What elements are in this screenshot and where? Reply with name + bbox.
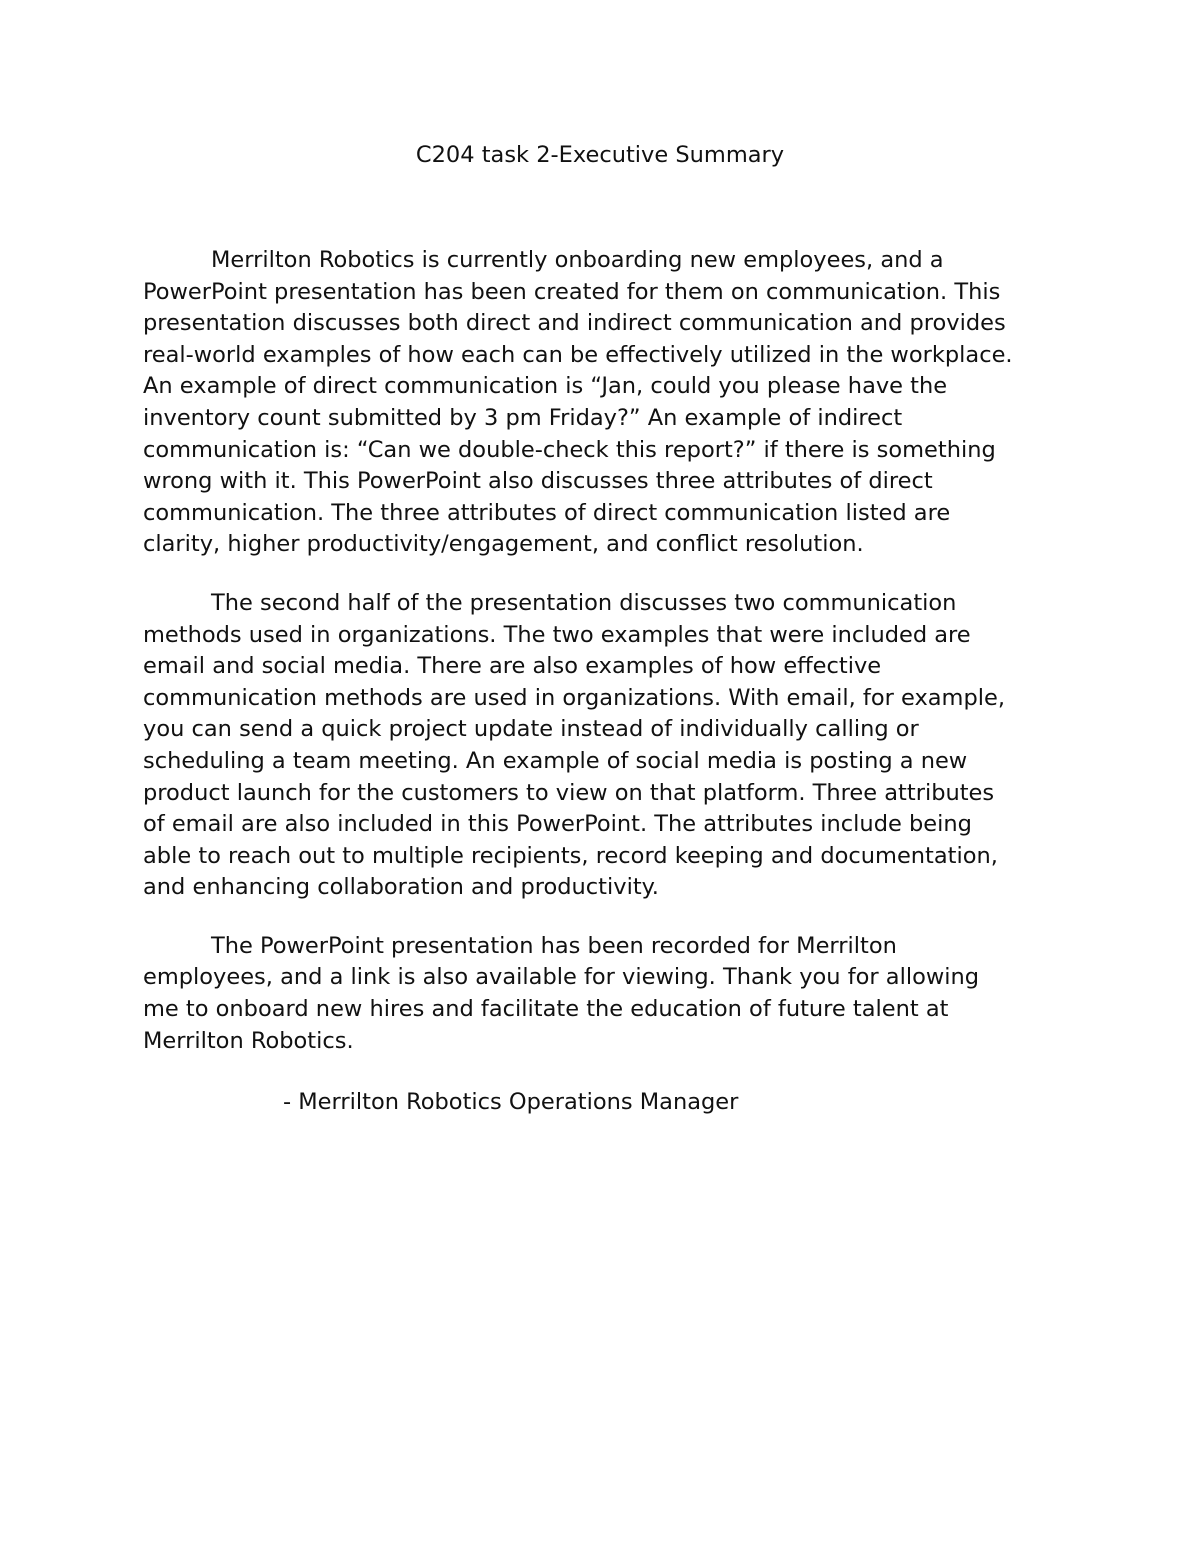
text-line: real-world examples of how each can be effectively utilized in the workplace. [143, 341, 1013, 368]
document-body [143, 245, 1063, 1084]
paragraph-3 [143, 931, 1063, 1057]
text-line: scheduling a team meeting. An example of social media is posting a new [143, 747, 968, 774]
document-title: C204 task 2-Executive Summary [415, 142, 785, 168]
text-line: employees, and a link is also available for viewing. Thank you for allowing [143, 964, 980, 991]
text-line: clarity, higher productivity/engagement, and conflict resolution. [143, 531, 864, 558]
text-line: An example of direct communication is “Jan, could you please have the [143, 373, 948, 400]
text-line: Merrilton Robotics. [143, 1027, 354, 1054]
text-line: communication methods are used in organizations. With email, for example, [143, 684, 1005, 711]
text-line: communication. The three attributes of direct communication listed are [143, 499, 951, 526]
text-line: inventory count submitted by 3 pm Friday?” An example of indirect [143, 404, 903, 431]
text-line: presentation discusses both direct and indirect communication and provides [143, 310, 1006, 337]
text-line: and enhancing collaboration and productivity. [143, 874, 659, 901]
text-line: email and social media. There are also examples of how effective [143, 653, 882, 680]
text-line: product launch for the customers to view on that platform. Three attributes [143, 779, 995, 806]
text-line: you can send a quick project update instead of individually calling or [143, 716, 919, 743]
text-line: The second half of the presentation discusses two communication [211, 589, 957, 616]
text-line: The PowerPoint presentation has been recorded for Merrilton [211, 932, 897, 959]
text-line: wrong with it. This PowerPoint also discusses three attributes of direct [143, 468, 933, 495]
text-line: me to onboard new hires and facilitate the education of future talent at [143, 996, 949, 1023]
text-line: Merrilton Robotics is currently onboarding new employees, and a [211, 247, 944, 273]
text-line: able to reach out to multiple recipients, record keeping and documentation, [143, 842, 998, 869]
text-line: PowerPoint presentation has been created for them on communication. This [143, 278, 1001, 305]
paragraph-2 [143, 588, 1063, 904]
text-line: of email are also included in this PowerPoint. The attributes include being [143, 811, 972, 838]
signature: - Merrilton Robotics Operations Manager [283, 1089, 739, 1115]
text-line: communication is: “Can we double-check this report?” if there is something [143, 436, 996, 463]
text-line: methods used in organizations. The two examples that were included are [143, 621, 971, 648]
paragraph-1 [143, 245, 1063, 561]
